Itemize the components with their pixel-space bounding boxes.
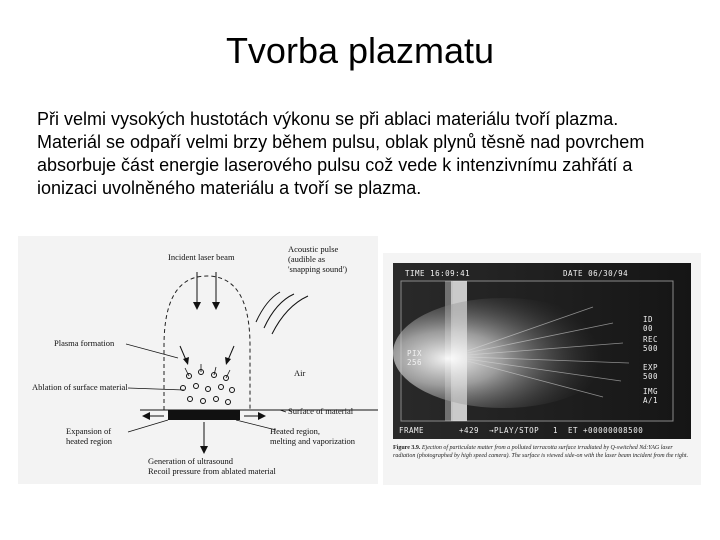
camera-figure bbox=[383, 253, 701, 485]
inner-arrow-left bbox=[180, 346, 186, 360]
inner-arrow-left-head bbox=[183, 357, 189, 365]
beam-arrow-1-head bbox=[193, 302, 201, 310]
hud-pix-label: PIX bbox=[407, 349, 423, 358]
heated-region-block bbox=[168, 410, 240, 420]
label-surface: Surface of material bbox=[288, 406, 354, 416]
hud-date: DATE 06/30/94 bbox=[563, 269, 629, 278]
hud-et: ET +00000008500 bbox=[568, 426, 644, 435]
hud-id-label: ID bbox=[643, 315, 654, 324]
label-air: Air bbox=[294, 368, 306, 378]
hud-one: 1 bbox=[553, 426, 559, 435]
hud-playstop: →PLAY/STOP bbox=[489, 426, 540, 435]
ablation-diagram bbox=[18, 236, 378, 484]
label-generation: Generation of ultrasound bbox=[148, 456, 233, 466]
acoustic-arcs bbox=[256, 292, 308, 334]
label-heated-1: Heated region, bbox=[270, 426, 321, 436]
label-acoustic-2: (audible as bbox=[288, 254, 326, 264]
slide-title: Tvorba plazmatu bbox=[225, 30, 495, 71]
caption-text: Ejection of particulate matter from a polluted terracotta surface irradiated by Q-switched Nd:YAG laser radiation (photographed by high speed camera). The surface is viewed side-on with the laser beam incident from the right. bbox=[393, 445, 689, 459]
inner-arrow-right bbox=[228, 346, 234, 360]
caption-figure-number: Figure 3.9. bbox=[393, 445, 421, 451]
ablation-diagram-svg bbox=[18, 236, 378, 484]
ultrasound-arrow-head bbox=[200, 446, 208, 454]
label-expansion-2: heated region bbox=[66, 436, 113, 446]
hud-rec-label: REC bbox=[643, 335, 659, 344]
label-incident-beam: Incident laser beam bbox=[168, 252, 235, 262]
label-recoil: Recoil pressure from ablated material bbox=[148, 466, 276, 476]
hud-exp-value: 500 bbox=[643, 372, 659, 381]
hud-img-value: A/1 bbox=[643, 396, 659, 405]
hud-pix-value: 256 bbox=[407, 358, 423, 367]
expansion-arrow-right-head bbox=[258, 412, 266, 420]
label-expansion-1: Expansion of bbox=[66, 426, 112, 436]
hud-img-label: IMG bbox=[643, 387, 659, 396]
label-acoustic-1: Acoustic pulse bbox=[288, 244, 339, 254]
label-acoustic-3: 'snapping sound') bbox=[288, 264, 348, 274]
hud-frame-value: +429 bbox=[459, 426, 480, 435]
slide-paragraph: Při velmi vysokých hustotách výkonu se při ablaci materiálu tvoří plazma. Materiál se odpaří velmi brzy během pulsu, oblak plynů těsně nad povrchem absorbuje část energie laserového pulsu což vede k intenzivnímu zahřátí a ionizaci uvolněného materiálu a tvoří se plazma. bbox=[37, 109, 645, 198]
label-heated-2: melting and vaporization bbox=[270, 436, 355, 446]
figure-caption bbox=[393, 445, 693, 460]
hud-rec-value: 500 bbox=[643, 344, 659, 353]
expansion-arrow-left-head bbox=[142, 412, 150, 420]
hud-id-value: 00 bbox=[643, 324, 654, 333]
hud-time: TIME 16:09:41 bbox=[405, 269, 471, 278]
label-plasma-formation: Plasma formation bbox=[54, 338, 115, 348]
camera-photo bbox=[393, 263, 691, 439]
hud-frame: FRAME bbox=[399, 426, 425, 435]
beam-arrow-2-head bbox=[212, 302, 220, 310]
hud-exp-label: EXP bbox=[643, 363, 659, 372]
label-ablation: Ablation of surface material bbox=[32, 382, 128, 392]
inner-arrow-right-head bbox=[225, 357, 231, 365]
